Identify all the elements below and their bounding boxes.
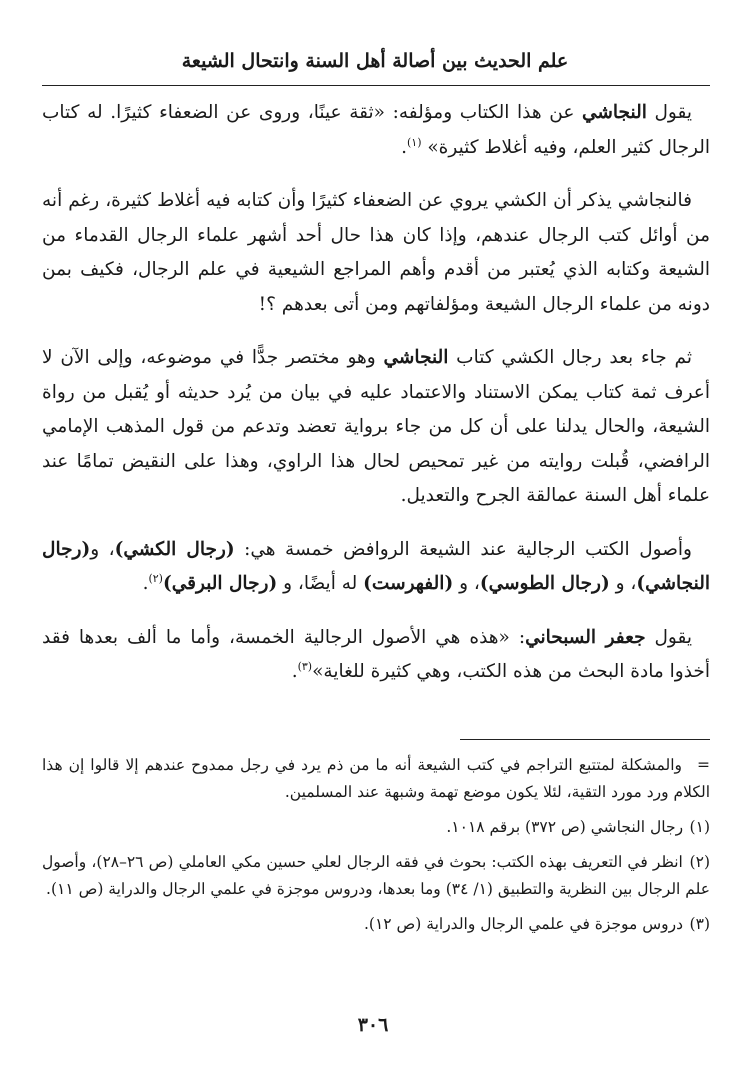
running-header: علم الحديث بين أصالة أهل السنة وانتحال الشيعة	[181, 50, 569, 72]
footnote-mark: =	[697, 756, 710, 774]
footnotes	[42, 752, 710, 946]
footnote-mark: (٣)	[689, 915, 710, 933]
book-title-5: (رجال البرقي)	[162, 573, 278, 594]
book-name: النجاشي	[383, 347, 449, 368]
footnote-1: (١) رجال النجاشي (ص ٣٧٢) برقم ١٠١٨.	[42, 814, 710, 841]
paragraph-5: يقول جعفر السبحاني: «هذه هي الأصول الرجالية الخمسة، وأما ما ألف بعدها فقد أخذوا مادة البحث من هذه الكتب، وهي كثيرة للغاية»$^{(٣)}$.	[42, 626, 710, 682]
footnote-mark: (١)	[689, 818, 710, 836]
book-title-3: (رجال الطوسي)	[479, 573, 610, 594]
paragraph-4: وأصول الكتب الرجالية عند الشيعة الروافض خمسة هي: (رجال الكشي)، و(رجال النجاشي)، و (رجال الطوسي)، و (الفهرست) له أيضًا، و (رجال البرقي)$^{(٢)}$.	[42, 538, 710, 594]
paragraph-2: فالنجاشي يذكر أن الكشي يروي عن الضعفاء كثيرًا وأن كتابه فيه أغلاط كثيرة، رغم أنه من أوائل كتب الرجال عندهم، وإذا كان هذا حال أحد أشهر علماء الرجال القدماء من الشيعة وكتابه الذي يُعتبر من أقدم وأهم المراجع الشيعية في علم الرجال، فكيف بمن دونه من علماء الرجال الشيعة ومؤلفاتهم ومن أتى بعدهم ؟!	[42, 190, 710, 315]
book-title-1: (رجال الكشي)	[114, 538, 235, 560]
footnote-continuation: = والمشكلة لمتتبع التراجم في كتب الشيعة أنه ما من ذم يرد في رجل ممدوح عندهم إلا قالوا إن هذا الكلام ورد مورد التقية، لئلا يكون موضع تهمة وشبهة عند المسلمين.	[42, 752, 710, 806]
footnote-3: (٣) دروس موجزة في علمي الرجال والدراية (ص ١٢).	[42, 911, 710, 938]
paragraph-1: يقول النجاشي عن هذا الكتاب ومؤلفه: «ثقة عينًا، وروى عن الضعفاء كثيرًا. له كتاب الرجال كثير العلم، وفيه أغلاط كثيرة» $^{(١)}$.	[42, 102, 710, 158]
footnote-ref[interactable]: (١)	[406, 135, 422, 149]
footnote-mark: (٢)	[689, 853, 710, 871]
main-text	[42, 96, 710, 709]
book-title-4: (الفهرست)	[363, 573, 454, 594]
paragraph-3: ثم جاء بعد رجال الكشي كتاب النجاشي وهو مختصر جدًّا في موضوعه، وإلى الآن لا أعرف ثمة كتاب يمكن الاستناد والاعتماد عليه في بيان من يُرد حديثه أو يُقبل من رواة الشيعة، والحال يدلنا على أن كل من جاء برواية تعضد وتدعم من قول المذهب الإمامي الرافضي، قُبلت روايته من غير تمحيص لحال هذا الراوي، وهذا على النقيض تمامًا عند علماء أهل السنة عمالقة الجرح والتعديل.	[42, 347, 710, 506]
footnote-divider	[460, 739, 710, 740]
header-divider	[42, 85, 710, 86]
page-number: ٣٠٦	[357, 1014, 389, 1036]
author-name: جعفر السبحاني	[525, 626, 646, 648]
footnote-ref[interactable]: (٣)	[297, 659, 313, 673]
footnote-2: (٢) انظر في التعريف بهذه الكتب: بحوث في فقه الرجال لعلي حسين مكي العاملي (ص ٢٦–٢٨)، وأصول علم الرجال بين النظرية والتطبيق (١/ ٣٤) وما بعدها، ودروس موجزة في علمي الرجال والدراية (ص ١١).	[42, 849, 710, 903]
book-title-2: (رجال النجاشي)	[42, 538, 710, 594]
footnote-ref[interactable]: (٢)	[148, 571, 163, 585]
author-name: النجاشي	[582, 102, 647, 123]
